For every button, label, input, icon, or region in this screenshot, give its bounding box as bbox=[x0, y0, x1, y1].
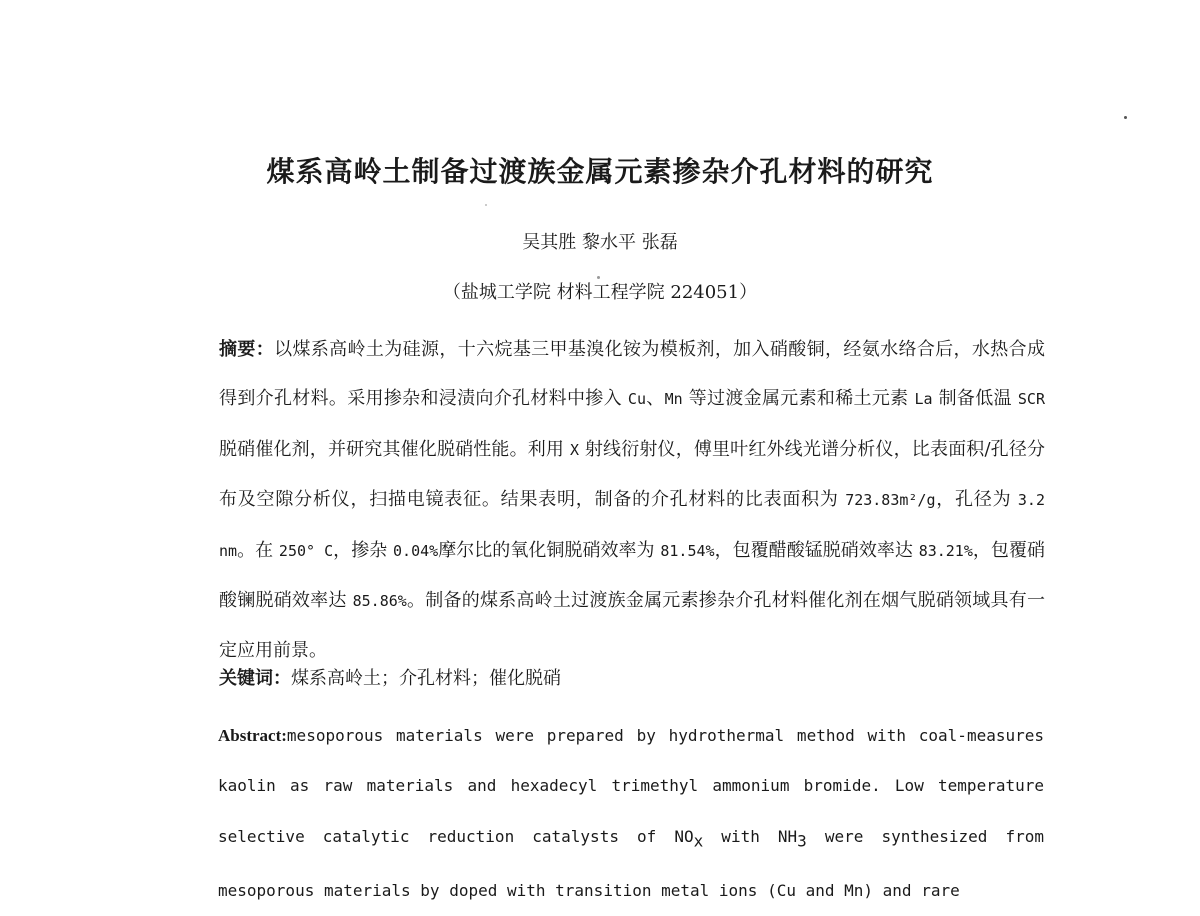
abstract-english-subscript-3: 3 bbox=[797, 831, 807, 851]
scan-speck bbox=[1124, 116, 1127, 119]
abstract-english-text: with NH bbox=[703, 826, 798, 846]
keywords-chinese bbox=[219, 664, 1045, 694]
abstract-chinese-value-efficiency-la: 85.86% bbox=[352, 592, 407, 611]
abstract-chinese-text: 、 bbox=[645, 388, 665, 410]
scan-speck bbox=[485, 204, 487, 206]
keywords-chinese-text: 煤系高岭土；介孔材料；催化脱硝 bbox=[291, 668, 561, 689]
abstract-english-subscript-x: x bbox=[693, 831, 704, 851]
abstract-chinese-value-efficiency-mn: 83.21% bbox=[918, 541, 973, 560]
abstract-chinese-value-molar-ratio: 0.04% bbox=[393, 541, 439, 560]
abstract-chinese-label: 摘要： bbox=[219, 339, 275, 360]
abstract-chinese-value-pore-size: 3.2 nm bbox=[219, 491, 1045, 560]
scan-speck bbox=[597, 276, 600, 279]
abstract-chinese-text: 等过渡金属元素和稀土元素 bbox=[682, 388, 915, 410]
abstract-chinese-element-mn: Mn bbox=[664, 390, 683, 409]
abstract-chinese-element-cu: Cu bbox=[627, 390, 646, 409]
abstract-chinese-text: 摩尔比的氧化铜脱硝效率为 bbox=[438, 539, 661, 561]
paper-authors: 吴其胜 黎水平 张磊 bbox=[522, 232, 678, 253]
abstract-chinese-text: 制备低温 bbox=[932, 388, 1018, 410]
abstract-chinese-text: 。制备的煤系高岭土过渡族金属元素掺杂介孔材料催化剂在烟气脱硝领域具有一定应用前景。 bbox=[219, 590, 1045, 662]
abstract-english bbox=[218, 711, 1044, 916]
abstract-chinese-text: 以煤系高岭土为硅源，十六烷基三甲基溴化铵为模板剂，加入硝酸铜，经氨水络合后，水热合成得到介孔材料。采用掺杂和浸渍向介孔材料中掺入 bbox=[219, 339, 1045, 410]
abstract-chinese-text: ，掺杂 bbox=[333, 539, 394, 561]
abstract-chinese-term-scr: SCR bbox=[1017, 390, 1045, 409]
abstract-chinese-value-efficiency-cu: 81.54% bbox=[660, 541, 715, 560]
abstract-chinese-term-x: X bbox=[569, 440, 579, 459]
paper-affiliation: （盐城工学院 材料工程学院 224051） bbox=[442, 282, 758, 303]
keywords-chinese-label: 关键词： bbox=[219, 668, 291, 689]
abstract-chinese-text: 。在 bbox=[237, 539, 279, 561]
abstract-chinese-text: ，孔径为 bbox=[935, 489, 1018, 511]
abstract-chinese-value-surface-area: 723.83m²/g bbox=[845, 491, 936, 510]
abstract-chinese-value-temperature: 250° C bbox=[278, 541, 334, 560]
abstract-chinese-text: ，包覆硝酸镧脱硝效率达 bbox=[219, 539, 1045, 612]
paper-title: 煤系高岭土制备过渡族金属元素掺杂介孔材料的研究 bbox=[266, 155, 934, 188]
abstract-chinese-text: 射线衍射仪，傅里叶红外线光谱分析仪，比表面积/孔径分布及空隙分析仪，扫描电镜表征。结果表明，制备的介孔材料的比表面积为 bbox=[219, 438, 1045, 511]
abstract-chinese-text: ，包覆醋酸锰脱硝效率达 bbox=[714, 539, 919, 561]
abstract-english-label: Abstract: bbox=[218, 726, 287, 745]
abstract-chinese-element-la: La bbox=[914, 390, 933, 409]
abstract-english-text: mesoporous materials were prepared by hydrothermal method with coal-measures kaolin as raw materials and hexadecyl trimethyl ammonium bromide. Low temperature selective catalytic reduction catalysts of NO bbox=[218, 726, 1044, 846]
abstract-english-text: were synthesized from mesoporous materials by doped with transition metal ions (Cu and Mn) and rare bbox=[218, 826, 1045, 900]
abstract-chinese bbox=[219, 325, 1045, 676]
abstract-chinese-text: 脱硝催化剂，并研究其催化脱硝性能。利用 bbox=[219, 438, 570, 460]
